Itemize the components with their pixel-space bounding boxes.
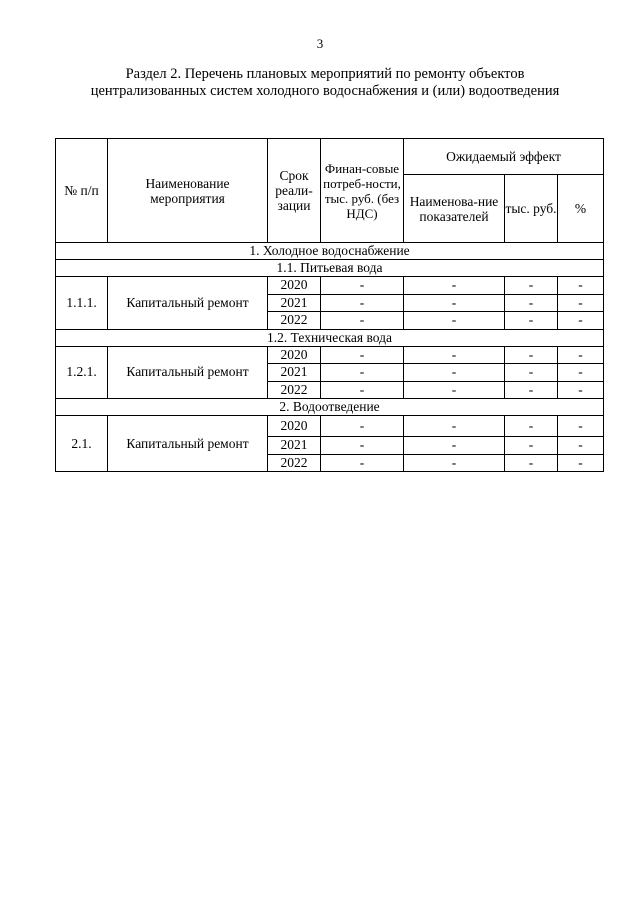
row-indicator: -: [404, 364, 505, 382]
row-thousand: -: [505, 416, 558, 437]
row-indicator: -: [404, 312, 505, 330]
row-finance: -: [321, 454, 404, 472]
page-number: 3: [316, 36, 324, 51]
row-year: 2020: [268, 416, 321, 437]
row-num: 1.1.1.: [56, 277, 108, 330]
row-finance: -: [321, 312, 404, 330]
row-year: 2020: [268, 277, 321, 295]
section-technical-water: 1.2. Техническая вода: [56, 329, 604, 346]
row-thousand: -: [505, 364, 558, 382]
row-num: 2.1.: [56, 416, 108, 472]
header-row-top: [56, 139, 604, 175]
table-row: [56, 277, 604, 295]
header-effect-percent: %: [558, 175, 604, 243]
row-percent: -: [558, 312, 604, 330]
row-year: 2022: [268, 381, 321, 399]
row-thousand: -: [505, 294, 558, 312]
section-row: [56, 243, 604, 260]
row-thousand: -: [505, 454, 558, 472]
row-indicator: -: [404, 381, 505, 399]
section-wastewater: 2. Водоотведение: [56, 399, 604, 416]
row-year: 2021: [268, 437, 321, 455]
section-row: [56, 399, 604, 416]
row-year: 2022: [268, 454, 321, 472]
header-num: № п/п: [56, 139, 108, 243]
row-measure: Капитальный ремонт: [108, 416, 268, 472]
section-cold-water: 1. Холодное водоснабжение: [56, 243, 604, 260]
row-finance: -: [321, 294, 404, 312]
row-thousand: -: [505, 312, 558, 330]
row-percent: -: [558, 381, 604, 399]
header-name: Наименование мероприятия: [108, 139, 268, 243]
section-row: [56, 260, 604, 277]
row-indicator: -: [404, 437, 505, 455]
row-finance: -: [321, 364, 404, 382]
row-finance: -: [321, 416, 404, 437]
row-thousand: -: [505, 381, 558, 399]
header-effect: Ожидаемый эффект: [404, 139, 604, 175]
row-measure: Капитальный ремонт: [108, 277, 268, 330]
row-finance: -: [321, 346, 404, 364]
header-effect-name: Наименова-ние показателей: [404, 175, 505, 243]
row-percent: -: [558, 416, 604, 437]
section-drinking-water: 1.1. Питьевая вода: [56, 260, 604, 277]
row-percent: -: [558, 437, 604, 455]
header-term: Срок реали-зации: [268, 139, 321, 243]
row-percent: -: [558, 294, 604, 312]
row-thousand: -: [505, 437, 558, 455]
row-thousand: -: [505, 277, 558, 295]
section-row: [56, 329, 604, 346]
row-percent: -: [558, 364, 604, 382]
row-finance: -: [321, 277, 404, 295]
row-percent: -: [558, 346, 604, 364]
row-year: 2021: [268, 294, 321, 312]
row-finance: -: [321, 381, 404, 399]
row-num: 1.2.1.: [56, 346, 108, 399]
row-indicator: -: [404, 454, 505, 472]
table-row: [56, 346, 604, 364]
table-row: [56, 416, 604, 437]
row-indicator: -: [404, 294, 505, 312]
row-thousand: -: [505, 346, 558, 364]
row-year: 2021: [268, 364, 321, 382]
row-year: 2020: [268, 346, 321, 364]
header-finance: Финан-совые потреб-ности, тыс. руб. (без НДС): [321, 139, 404, 243]
row-percent: -: [558, 454, 604, 472]
header-effect-thousand: тыс. руб.: [505, 175, 558, 243]
section-title: Раздел 2. Перечень плановых мероприятий по ремонту объектов централизованных систем холодного водоснабжения и (или) водоотведения: [90, 66, 560, 99]
row-year: 2022: [268, 312, 321, 330]
row-indicator: -: [404, 416, 505, 437]
row-percent: -: [558, 277, 604, 295]
plan-table: [55, 138, 604, 472]
row-finance: -: [321, 437, 404, 455]
row-indicator: -: [404, 346, 505, 364]
row-measure: Капитальный ремонт: [108, 346, 268, 399]
row-indicator: -: [404, 277, 505, 295]
